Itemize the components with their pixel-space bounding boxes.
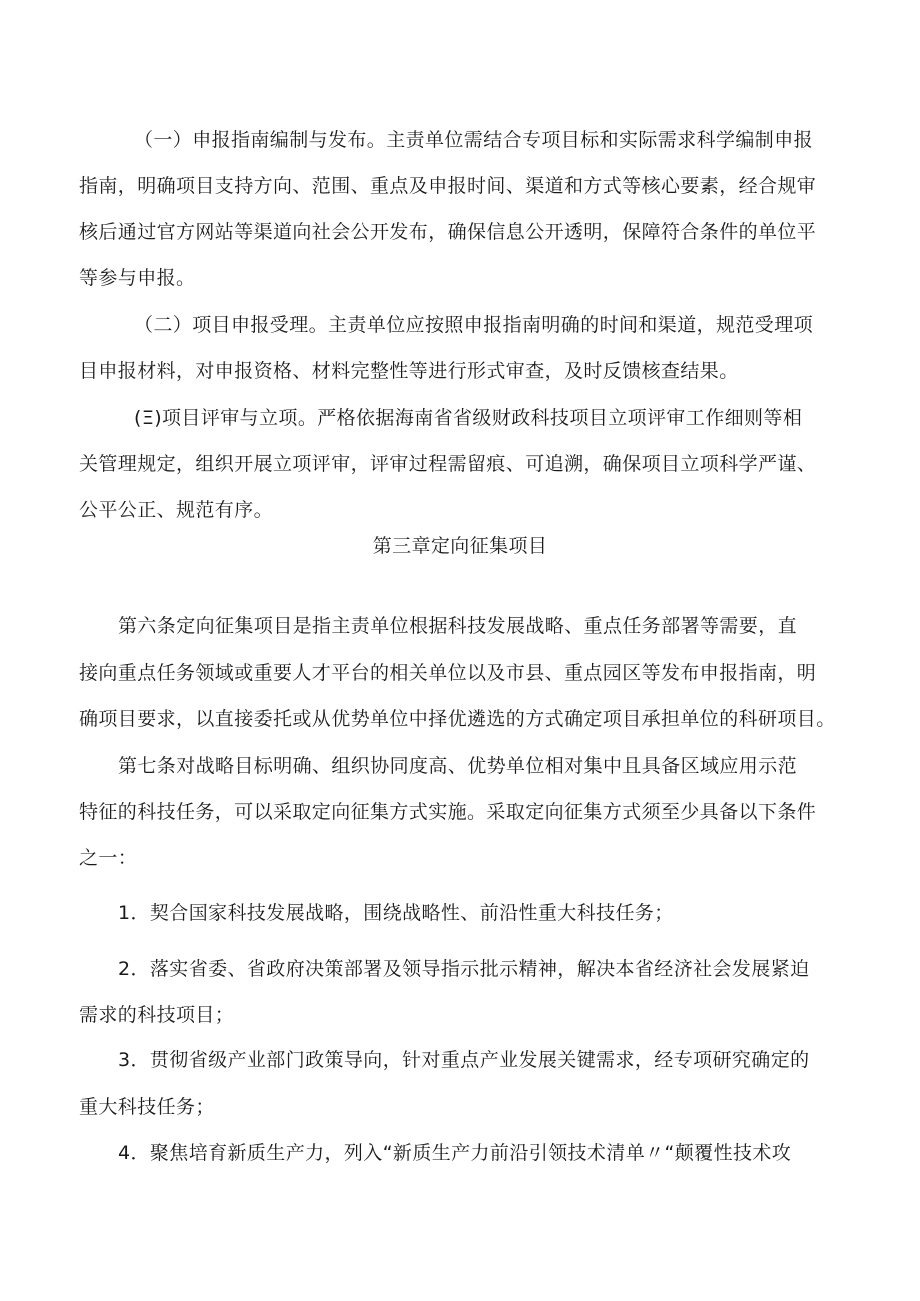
item-1-line-1: 1．契合国家科技发展战略，围绕战略性、前沿性重大科技任务；: [118, 902, 674, 924]
chapter-heading: 第三章定向征集项目: [372, 535, 548, 557]
item-2-line-2: 需求的科技项目；: [79, 1004, 235, 1026]
article-6-line-1: 第六条定向征集项目是指主责单位根据科技发展战略、重点任务部署等需要，直: [118, 615, 798, 637]
paragraph-3-line-2: 关管理规定，组织开展立项评审，评审过程需留痕、可追溯，确保项目立项科学严谨、: [79, 453, 817, 475]
item-3-line-1: 3．贯彻省级产业部门政策导向，针对重点产业发展关键需求，经专项研究确定的: [118, 1049, 810, 1071]
paragraph-3-line-3: 公平公正、规范有序。: [79, 499, 274, 521]
article-7-line-2: 特征的科技任务，可以采取定向征集方式实施。采取定向征集方式须至少具备以下条件: [79, 801, 817, 823]
item-3-line-2: 重大科技任务；: [79, 1096, 215, 1118]
paragraph-1-line-2: 指南，明确项目支持方向、范围、重点及申报时间、渠道和方式等核心要素，经合规审: [79, 175, 817, 197]
article-6-line-3: 确项目要求，以直接委托或从优势单位中择优遴选的方式确定项目承担单位的科研项目。: [79, 708, 836, 730]
paragraph-3-line-1: (Ξ)项目评审与立项。严格依据海南省省级财政科技项目立项评审工作细则等相: [134, 407, 803, 429]
article-7-line-1: 第七条对战略目标明确、组织协同度高、优势单位相对集中且具备区域应用示范: [118, 755, 798, 777]
paragraph-2-line-2: 目申报材料，对申报资格、材料完整性等进行形式审查，及时反馈核查结果。: [79, 360, 739, 382]
item-4-line-1: 4．聚焦培育新质生产力，列入“新质生产力前沿引领技术清单〃“颠覆性技术攻: [118, 1142, 792, 1164]
article-6-line-2: 接向重点任务领域或重要人才平台的相关单位以及市县、重点园区等发布申报指南，明: [79, 662, 817, 684]
article-7-line-3: 之一：: [79, 847, 138, 869]
paragraph-1-line-4: 等参与申报。: [79, 267, 196, 289]
paragraph-1-line-1: （一）申报指南编制与发布。主责单位需结合专项目标和实际需求科学编制申报: [134, 129, 814, 151]
paragraph-1-line-3: 核后通过官方网站等渠道向社会公开发布，确保信息公开透明，保障符合条件的单位平: [79, 221, 817, 243]
paragraph-2-line-1: （二）项目申报受理。主责单位应按照申报指南明确的时间和渠道，规范受理项: [134, 314, 814, 336]
item-2-line-1: 2．落实省委、省政府决策部署及领导指示批示精神，解决本省经济社会发展紧迫: [118, 958, 810, 980]
